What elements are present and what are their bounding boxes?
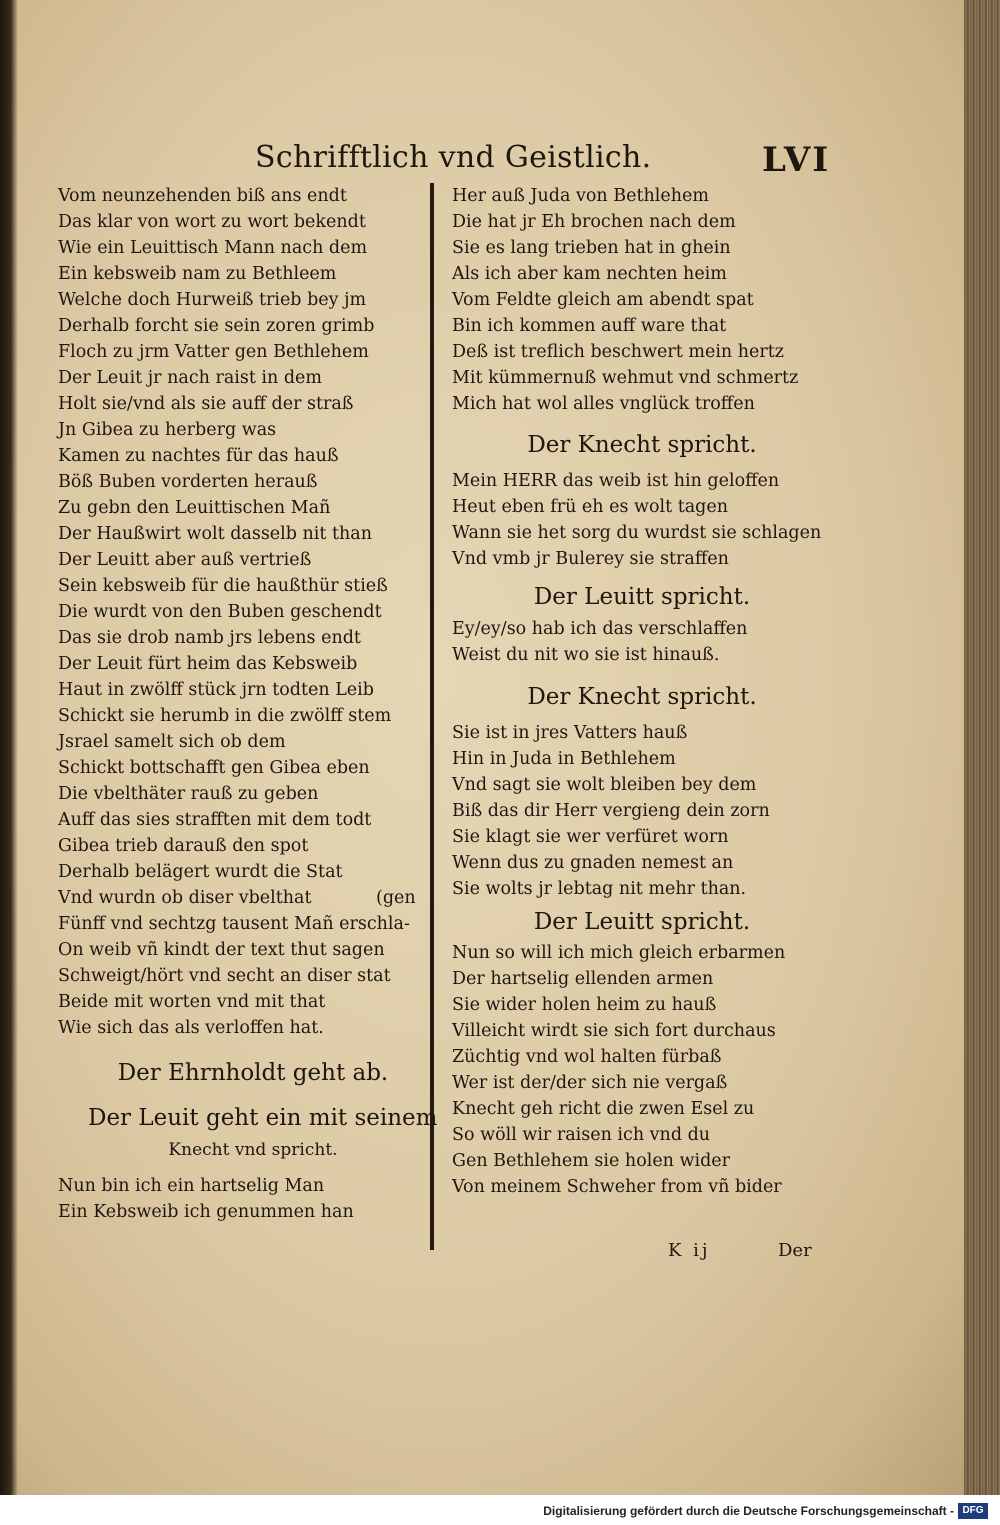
verse-line: Biß das dir Herr vergieng dein zorn: [452, 801, 770, 821]
verse-line: Als ich aber kam nechten heim: [452, 264, 727, 284]
verse-line: Wie sich das als verloffen hat.: [58, 1018, 324, 1038]
verse-line: Mich hat wol alles vnglück troffen: [452, 394, 755, 414]
column-rule: [430, 183, 434, 1250]
dfg-logo: DFG: [958, 1503, 988, 1519]
verse-line: Sie wolts jr lebtag nit mehr than.: [452, 879, 747, 899]
gutter-shadow: [0, 0, 18, 1495]
stage-direction-exit: Der Ehrnholdt geht ab.: [117, 1060, 389, 1086]
stage-direction-enter-sub: Knecht vnd spricht.: [168, 1140, 338, 1160]
verse-line: Zu gebn den Leuittischen Mañ: [58, 498, 331, 518]
verse-line: Mit kümmernuß wehmut vnd schmertz: [452, 368, 799, 388]
verse-line: Vnd vmb jr Bulerey sie straffen: [452, 549, 729, 569]
verse-line: Bin ich kommen auff ware that: [452, 316, 727, 336]
verse-line: Ein Kebsweib ich genummen han: [58, 1202, 354, 1222]
verse-line: Der Leuit jr nach raist in dem: [58, 368, 323, 388]
stage-direction-enter: Der Leuit geht ein mit seinem: [88, 1105, 438, 1131]
catchword: Der: [778, 1240, 812, 1261]
verse-line: Floch zu jrm Vatter gen Bethlehem: [58, 342, 369, 362]
verse-line: Beide mit worten vnd mit that: [58, 992, 326, 1012]
verse-line: Schweigt/hört vnd secht an diser stat: [58, 966, 391, 986]
verse-line: Sie wider holen heim zu hauß: [452, 995, 717, 1015]
verse-line: Derhalb forcht sie sein zoren grimb: [58, 316, 375, 336]
verse-line: Weist du nit wo sie ist hinauß.: [452, 645, 720, 665]
verse-line: On weib vñ kindt der text thut sagen: [58, 940, 385, 960]
verse-line: Fünff vnd sechtzg tausent Mañ erschla-: [58, 914, 410, 934]
verse-line: Wann sie het sorg du wurdst sie schlagen: [452, 523, 822, 543]
verse-line: Das klar von wort zu wort bekendt: [58, 212, 366, 232]
verse-line: Wer ist der/der sich nie vergaß: [452, 1073, 728, 1093]
verse-line: Hin in Juda in Bethlehem: [452, 749, 676, 769]
page-edges: [958, 0, 1000, 1495]
verse-line: Der hartselig ellenden armen: [452, 969, 714, 989]
verse-line: Heut eben frü eh es wolt tagen: [452, 497, 729, 517]
verse-line: So wöll wir raisen ich vnd du: [452, 1125, 711, 1145]
verse-line: Schickt sie herumb in die zwölff stem: [58, 706, 392, 726]
verse-text: Vnd wurdn ob diser vbelthat: [58, 888, 312, 908]
verse-line: Sein kebsweib für die haußthür stieß: [58, 576, 388, 596]
speaker-heading: Der Leuitt spricht.: [533, 584, 751, 610]
verse-line: Sie klagt sie wer verfüret worn: [452, 827, 729, 847]
verse-line: Gibea trieb darauß den spot: [58, 836, 309, 856]
verse-line: Sie es lang trieben hat in ghein: [452, 238, 731, 258]
verse-line: Sie ist in jres Vatters hauß: [452, 723, 688, 743]
verse-line: Die hat jr Eh brochen nach dem: [452, 212, 736, 232]
speaker-heading: Der Knecht spricht.: [527, 684, 757, 710]
verse-line: Mein HERR das weib ist hin geloffen: [452, 471, 780, 491]
verse-line: [58, 885, 428, 911]
verse-line: Jsrael samelt sich ob dem: [58, 732, 286, 752]
verse-line: Böß Buben vorderten herauß: [58, 472, 318, 492]
running-head: Schrifftlich vnd Geistlich.: [255, 140, 652, 175]
verse-line: Knecht geh richt die zwen Esel zu: [452, 1099, 755, 1119]
verse-line: Holt sie/vnd als sie auff der straß: [58, 394, 354, 414]
right-column: [452, 183, 832, 1200]
verse-line: Vom Feldte gleich am abendt spat: [452, 290, 754, 310]
verse-line: Deß ist treflich beschwert mein hertz: [452, 342, 785, 362]
speaker-heading: Der Leuitt spricht.: [533, 909, 751, 935]
verse-line: Auff das sies strafften mit dem todt: [58, 810, 372, 830]
verse-line: Züchtig vnd wol halten fürbaß: [452, 1047, 722, 1067]
verse-line: Das sie drob namb jrs lebens endt: [58, 628, 361, 648]
verse-line: Wenn dus zu gnaden nemest an: [452, 853, 734, 873]
left-column: [58, 183, 438, 1225]
turnover-word: (gen: [376, 888, 416, 908]
verse-line: Nun bin ich ein hartselig Man: [58, 1176, 325, 1196]
funding-credit: Digitalisierung gefördert durch die Deutsche Forschungsgemeinschaft -: [543, 1504, 954, 1518]
speaker-heading: Der Knecht spricht.: [527, 432, 757, 458]
verse-line: Der Haußwirt wolt dasselb nit than: [58, 524, 373, 544]
verse-line: Haut in zwölff stück jrn todten Leib: [58, 680, 374, 700]
verse-line: Villeicht wirdt sie sich fort durchaus: [452, 1021, 776, 1041]
verse-line: Von meinem Schweher from vñ bider: [452, 1177, 782, 1197]
verse-line: Gen Bethlehem sie holen wider: [452, 1151, 731, 1171]
verse-line: Derhalb belägert wurdt die Stat: [58, 862, 343, 882]
verse-line: Kamen zu nachtes für das hauß: [58, 446, 339, 466]
verse-line: Der Leuitt aber auß vertrieß: [58, 550, 312, 570]
verse-line: Die vbelthäter rauß zu geben: [58, 784, 319, 804]
verse-line: Her auß Juda von Bethlehem: [452, 186, 709, 206]
verse-line: Nun so will ich mich gleich erbarmen: [452, 943, 786, 963]
verse-line: Ein kebsweib nam zu Bethleem: [58, 264, 337, 284]
verse-line: Jn Gibea zu herberg was: [58, 420, 277, 440]
folio-number: LVI: [762, 140, 831, 180]
verse-line: Schickt bottschafft gen Gibea eben: [58, 758, 370, 778]
verse-line: Welche doch Hurweiß trieb bey jm: [58, 290, 367, 310]
verse-line: Vnd sagt sie wolt bleiben bey dem: [452, 775, 757, 795]
verse-line: Die wurdt von den Buben geschendt: [58, 602, 382, 622]
verse-line: Vom neunzehenden biß ans endt: [58, 186, 347, 206]
verse-line: Wie ein Leuittisch Mann nach dem: [58, 238, 368, 258]
verse-line: Ey/ey/so hab ich das verschlaffen: [452, 619, 748, 639]
verse-line: Der Leuit fürt heim das Kebsweib: [58, 654, 358, 674]
signature-mark: K ij: [668, 1240, 711, 1261]
